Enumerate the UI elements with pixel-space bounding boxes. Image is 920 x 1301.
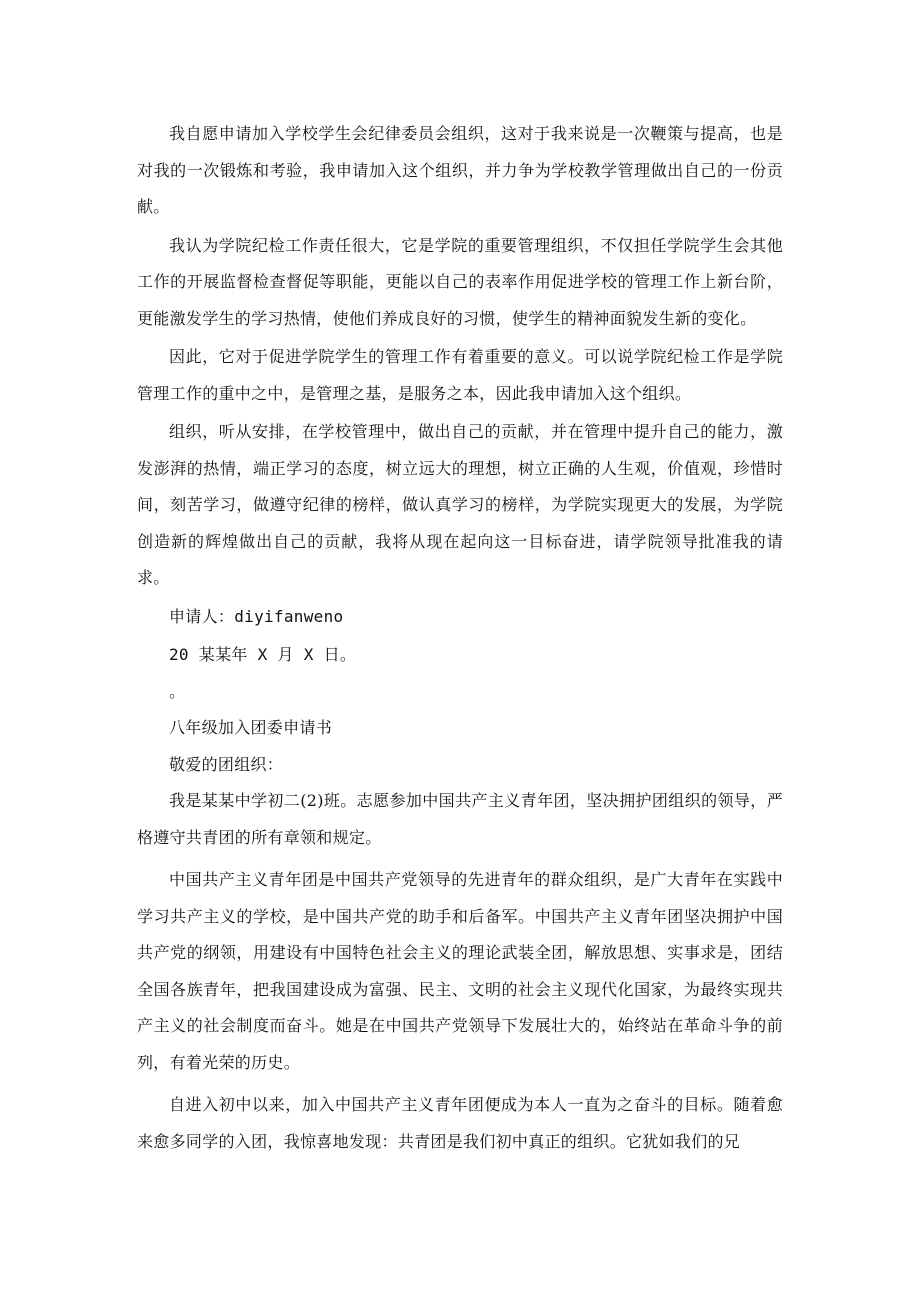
paragraph-3: 因此，它对于促进学院学生的管理工作有着重要的意义。可以说学院纪检工作是学院管理工作的重中之中，是管理之基，是服务之本，因此我申请加入这个组织。 [137, 347, 783, 403]
salutation: 敬爱的团组织： [169, 754, 284, 774]
paragraph-2: 我认为学院纪检工作责任很大，它是学院的重要管理组织，不仅担任学院学生会其他工作的开展监督检查督促等职能，更能以自己的表率作用促进学校的管理工作上新台阶，更能激发学生的学习热情，使他们养成良好的习惯，使学生的精神面貌发生新的变化。 [137, 235, 783, 328]
paragraph-6: 中国共产主义青年团是中国共产党领导的先进青年的群众组织，是广大青年在实践中学习共产主义的学校，是中国共产党的助手和后备军。中国共产主义青年团坚决拥护中国共产党的纲领，用建设有中国特色社会主义的理论武装全团，解放思想、实事求是，团结全国各族青年，把我国建设成为富强、民主、文明的社会主义现代化国家，为最终实现共产主义的社会制度而奋斗。她是在中国共产党领导下发展壮大的，始终站在革命斗争的前列，有着光荣的历史。 [137, 870, 783, 1072]
applicant-line: 申请人：diyifanweno [169, 606, 344, 626]
second-title: 八年级加入团委申请书 [169, 718, 333, 737]
paragraph-5: 我是某某中学初二(2)班。志愿参加中国共产主义青年团，坚决拥护团组织的领导，严格遵守共青团的所有章领和规定。 [137, 791, 783, 847]
dot-line: 。 [169, 681, 186, 701]
date-line: 20 某某年 X 月 X 日。 [169, 645, 357, 664]
paragraph-4: 组织，听从安排，在学校管理中，做出自己的贡献，并在管理中提升自己的能力，激发澎湃的热情，端正学习的态度，树立远大的理想，树立正确的人生观，价值观，珍惜时间，刻苦学习，做遵守纪律的榜样，做认真学习的榜样，为学院实现更大的发展，为学院创造新的辉煌做出自己的贡献，我将从现在起向这一目标奋进，请学院领导批准我的请求。 [137, 422, 783, 587]
document-body [137, 116, 783, 1160]
paragraph-1: 我自愿申请加入学校学生会纪律委员会组织，这对于我来说是一次鞭策与提高，也是对我的一次锻炼和考验，我申请加入这个组织，并力争为学校教学管理做出自己的一份贡献。 [137, 124, 783, 216]
paragraph-7: 自进入初中以来，加入中国共产主义青年团便成为本人一直为之奋斗的目标。随着愈来愈多同学的入团，我惊喜地发现：共青团是我们初中真正的组织。它犹如我们的兄 [137, 1095, 783, 1151]
